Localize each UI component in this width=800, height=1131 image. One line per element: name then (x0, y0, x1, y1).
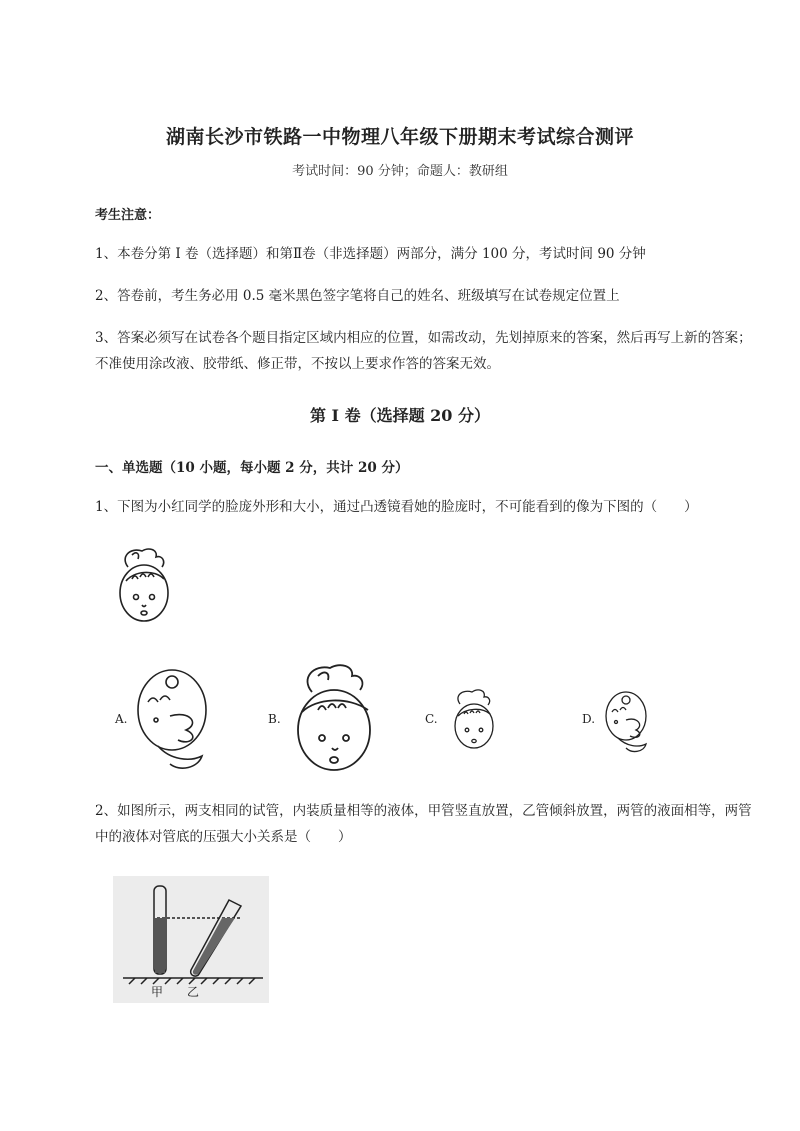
notice-label: 考生注意： (95, 208, 161, 223)
notice-item-2: 2、答卷前，考生务必用 0.5 毫米黑色签字笔将自己的姓名、班级填写在试卷规定位置上 (95, 288, 620, 304)
exam-title: 湖南长沙市铁路一中物理八年级下册期末考试综合测评 (165, 126, 634, 148)
section-title: 第 I 卷（选择题 20 分） (309, 406, 491, 425)
option-a-face-image (130, 660, 220, 775)
notice-item-1: 1、本卷分第 I 卷（选择题）和第Ⅱ卷（非选择题）两部分，满分 100 分，考试时间 90 分钟 (95, 246, 646, 262)
question-type-heading: 一、单选题（10 小题，每小题 2 分，共计 20 分） (95, 460, 409, 476)
option-a-label: A. (115, 712, 128, 726)
exam-subtitle: 考试时间：90 分钟；命题人：教研组 (292, 164, 508, 179)
option-d-face-image (600, 686, 660, 756)
test-tubes-photo (113, 876, 269, 1003)
question-1-text: 1、下图为小红同学的脸庞外形和大小，通过凸透镜看她的脸庞时，不可能看到的像为下图的（ ） (95, 499, 698, 515)
option-b-face-image (290, 662, 380, 777)
reference-face-image (110, 545, 180, 630)
option-d-label: D. (582, 712, 596, 726)
option-c-face-image (448, 688, 500, 753)
notice-item-3: 3、答案必须写在试卷各个题目指定区域内相应的位置，如需改动，先划掉原来的答案，然后再写上新的答案；不准使用涂改液、胶带纸、修正带，不按以上要求作答的答案无效。 (95, 330, 752, 372)
tube-label-yi: 乙 (187, 985, 200, 999)
tube-label-jia: 甲 (151, 985, 164, 999)
option-c-label: C. (425, 712, 438, 726)
option-b-label: B. (268, 712, 281, 726)
question-2-text: 2、如图所示，两支相同的试管，内装质量相等的液体，甲管竖直放置，乙管倾斜放置，两管的液面相等，两管中的液体对管底的压强大小关系是（ ） (95, 803, 752, 845)
